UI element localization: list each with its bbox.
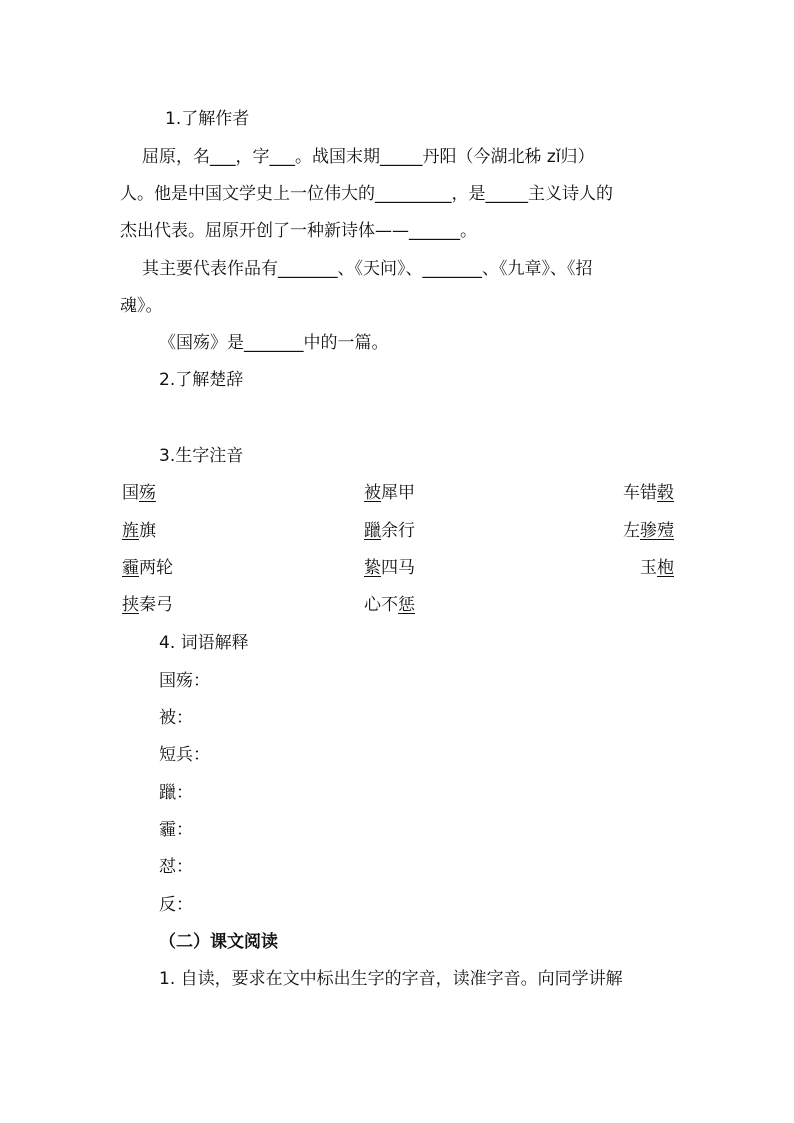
pinyin-item: 旌旗 bbox=[122, 521, 156, 541]
term-label: 短兵： bbox=[159, 745, 210, 765]
section4-heading: 4. 词语解释 bbox=[159, 633, 249, 653]
pinyin-item: 心不惩 bbox=[364, 595, 415, 615]
author-paragraph-line2: 人。他是中国文学史上一位伟大的_________，是_____主义诗人的 bbox=[120, 184, 613, 204]
pinyin-item: 躐余行 bbox=[364, 521, 415, 541]
term-label: 怼： bbox=[159, 857, 193, 877]
pinyin-item: 玉枹 bbox=[640, 558, 674, 578]
part2-heading: （二）课文阅读 bbox=[159, 932, 278, 952]
term-label: 霾： bbox=[159, 820, 193, 840]
pinyin-item: 被犀甲 bbox=[364, 483, 415, 503]
term-label: 被： bbox=[159, 708, 193, 728]
pinyin-item: 絷四马 bbox=[364, 558, 415, 578]
guoshang-source-line: 《国殇》是_______中的一篇。 bbox=[159, 333, 389, 353]
pinyin-item: 左骖殪 bbox=[623, 521, 674, 541]
pinyin-item: 挟秦弓 bbox=[122, 595, 173, 615]
works-paragraph-line1: 其主要代表作品有_______、《天问》、_______、《九章》、《招 bbox=[142, 259, 593, 279]
author-paragraph-line3: 杰出代表。屈原开创了一种新诗体——______。 bbox=[120, 221, 477, 241]
pinyin-item: 车错毂 bbox=[623, 483, 674, 503]
pinyin-row-2 bbox=[122, 520, 674, 542]
pinyin-row-1 bbox=[122, 482, 674, 504]
section2-heading: 2.了解楚辞 bbox=[159, 370, 244, 390]
term-label: 国殇： bbox=[159, 671, 210, 691]
pinyin-item: 霾两轮 bbox=[122, 558, 173, 578]
pinyin-row-3 bbox=[122, 557, 674, 579]
section3-heading: 3.生字注音 bbox=[159, 446, 244, 466]
works-paragraph-line2: 魂》。 bbox=[120, 296, 163, 316]
section1-heading: 1.了解作者 bbox=[165, 109, 250, 129]
author-paragraph-line1: 屈原，名___，字___。战国末期_____丹阳（今湖北秭 zǐ归） bbox=[142, 147, 595, 167]
term-label: 躐： bbox=[159, 783, 193, 803]
term-label: 反： bbox=[159, 895, 193, 915]
pinyin-item: 国殇 bbox=[122, 483, 156, 503]
reading-task-1: 1. 自读，要求在文中标出生字的字音，读准字音。向同学讲解 bbox=[159, 969, 623, 989]
pinyin-row-4 bbox=[122, 594, 674, 616]
